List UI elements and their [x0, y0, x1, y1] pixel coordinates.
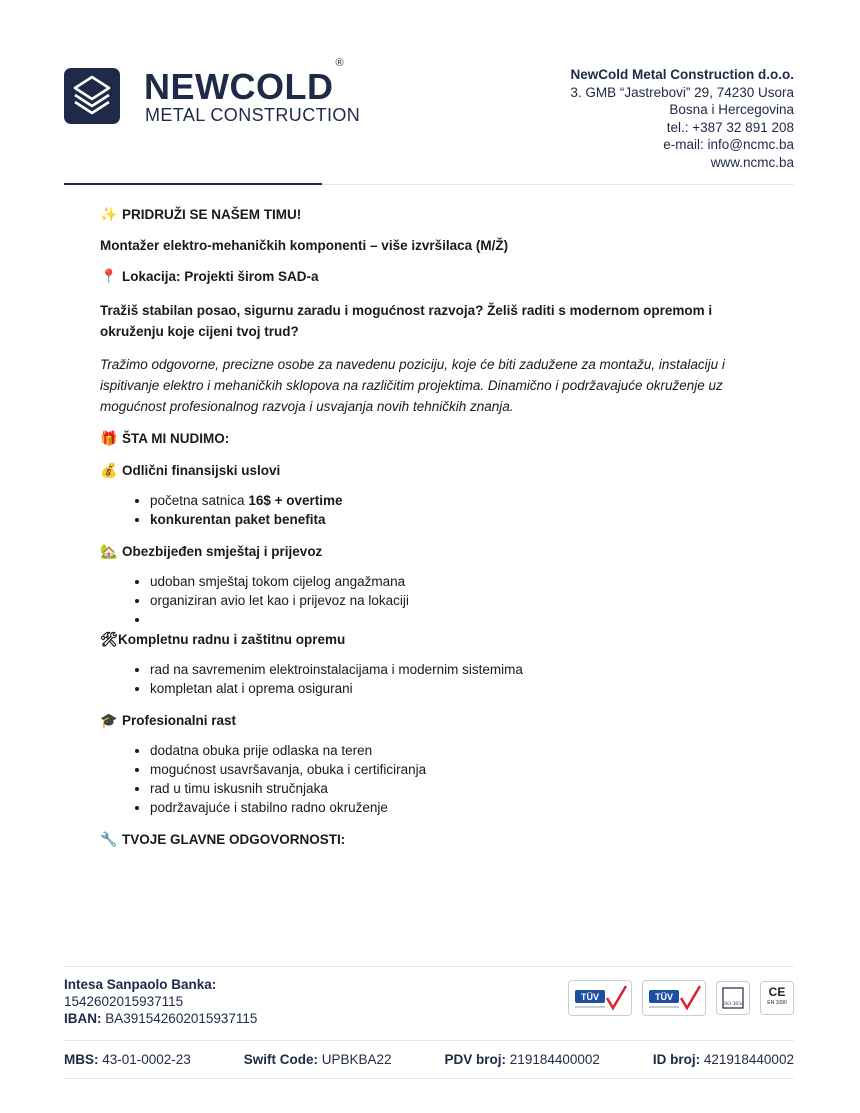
growth-heading: 🎓 Profesionalni rast	[100, 712, 237, 728]
pdv-field: PDV broj: 219184400002	[444, 1052, 600, 1067]
intro-line-1: Tražimo odgovorne, precizne osobe za navedenu poziciju, koje će biti zadužene za montažu, instalaciju i	[100, 357, 725, 372]
list-item: • mogućnost usavršavanja, obuka i certificiranja	[150, 760, 780, 779]
housing-list	[100, 572, 780, 629]
address-line: 3. GMB “Jastrebovi” 29, 74230 Usora	[570, 84, 794, 100]
sparkles-icon: ✨	[100, 206, 118, 222]
swift-field: Swift Code: UPBKBA22	[243, 1052, 392, 1067]
job-title: Montažer elektro-mehaničkih komponenti – više izvršilaca (M/Ž)	[100, 238, 509, 253]
intro-line-2: ispitivanje elektro i mehaničkih sklopova na različitim projektima. Dinamično i podržavajuće okruženje uz	[100, 378, 723, 393]
footer-divider-mid	[64, 1040, 794, 1041]
list-item: • početna satnica 16$ + overtime	[150, 491, 780, 510]
tools-icon: 🛠	[100, 631, 118, 647]
tuv-check-icon	[644, 982, 704, 1014]
offer-heading: 🎁 ŠTA MI NUDIMO:	[100, 430, 230, 446]
ce-mark: CE	[768, 985, 786, 999]
svg-text:TÜV: TÜV	[581, 992, 599, 1002]
header-accent-line	[64, 183, 322, 185]
join-heading: ✨ PRIDRUŽI SE NAŠEM TIMU!	[100, 206, 302, 222]
svg-text:TÜV: TÜV	[655, 992, 673, 1002]
equipment-heading: 🛠Kompletnu radnu i zaštitnu opremu	[100, 631, 346, 647]
stacked-layers-icon	[64, 68, 120, 124]
country-line: Bosna i Hercegovina	[669, 102, 794, 117]
mbs-field: MBS: 43-01-0002-23	[64, 1052, 191, 1067]
list-item-empty	[150, 610, 780, 629]
responsibilities-heading: 🔧 TVOJE GLAVNE ODGOVORNOSTI:	[100, 831, 346, 847]
list-item: • rad u timu iskusnih stručnjaka	[150, 779, 780, 798]
iso-3834-badge	[716, 981, 750, 1015]
website-line: www.ncmc.ba	[710, 154, 794, 170]
list-item: • rad na savremenim elektroinstalacijama i modernim sistemima	[150, 660, 780, 679]
bank-info	[64, 976, 257, 1027]
equipment-list	[100, 660, 780, 698]
list-item: • udoban smještaj tokom cijelog angažmana	[150, 572, 780, 591]
finance-heading: 💰 Odlični finansijski uslovi	[100, 462, 281, 478]
question-line-2: okruženju koje cijeni tvoj trud?	[100, 324, 299, 339]
location-line: 📍 Lokacija: Projekti širom SAD-a	[100, 268, 319, 284]
tuv-badge	[568, 980, 632, 1016]
list-item: • organiziran avio let kao i prijevoz na lokaciji	[150, 591, 780, 610]
email-line: e-mail: info@ncmc.ba	[663, 137, 794, 152]
list-item: • kompletan alat i oprema osigurani	[150, 679, 780, 698]
company-name: NewCold Metal Construction d.o.o.	[570, 67, 794, 82]
company-contact-block	[570, 66, 794, 171]
list-item: • podržavajuće i stabilno radno okruženje	[150, 798, 780, 817]
ce-standard: EN 1090	[767, 1000, 787, 1006]
bank-label: Intesa Sanpaolo Banka:	[64, 977, 217, 992]
logo-title: NEWCOLD®	[144, 57, 345, 107]
iso-icon	[718, 983, 748, 1013]
id-field: ID broj: 421918440002	[652, 1052, 794, 1067]
pin-icon: 📍	[100, 268, 118, 284]
svg-text:ISO 3834: ISO 3834	[722, 1001, 744, 1007]
housing-heading: 🏡 Obezbijeđen smještaj i prijevoz	[100, 543, 323, 559]
tuv-check-icon	[570, 982, 630, 1014]
wrench-icon: 🔧	[100, 831, 118, 847]
graduation-cap-icon: 🎓	[100, 712, 118, 728]
logo-subtitle: METAL CONSTRUCTION	[145, 105, 361, 125]
tuv-badge	[642, 980, 706, 1016]
job-ad-content	[100, 206, 780, 848]
intro-line-3: mogućnost profesionalnog razvoja i usvajanja novih tehničkih znanja.	[100, 399, 514, 414]
phone-line: tel.: +387 32 891 208	[666, 119, 794, 135]
finance-list	[100, 491, 780, 529]
certification-badges	[568, 980, 794, 1016]
footer-divider-top	[64, 966, 794, 967]
account-number: 1542602015937115	[64, 994, 184, 1009]
list-item: • dodatna obuka prije odlaska na teren	[150, 741, 780, 760]
logo-mark	[64, 68, 120, 124]
registration-info	[64, 1052, 794, 1067]
ce-badge	[760, 981, 794, 1015]
list-item: • konkurentan paket benefita	[150, 510, 780, 529]
gift-icon: 🎁	[100, 430, 118, 446]
growth-list	[100, 741, 780, 817]
iban-line: IBAN: BA391542602015937115	[64, 1011, 258, 1026]
question-line-1: Tražiš stabilan posao, sigurnu zaradu i mogućnost razvoja? Želiš raditi s modernom opremom i	[100, 303, 713, 318]
moneybag-icon: 💰	[100, 462, 118, 478]
footer-divider-bottom	[64, 1078, 794, 1079]
registered-mark: ®	[335, 57, 345, 69]
house-icon: 🏡	[100, 543, 118, 559]
